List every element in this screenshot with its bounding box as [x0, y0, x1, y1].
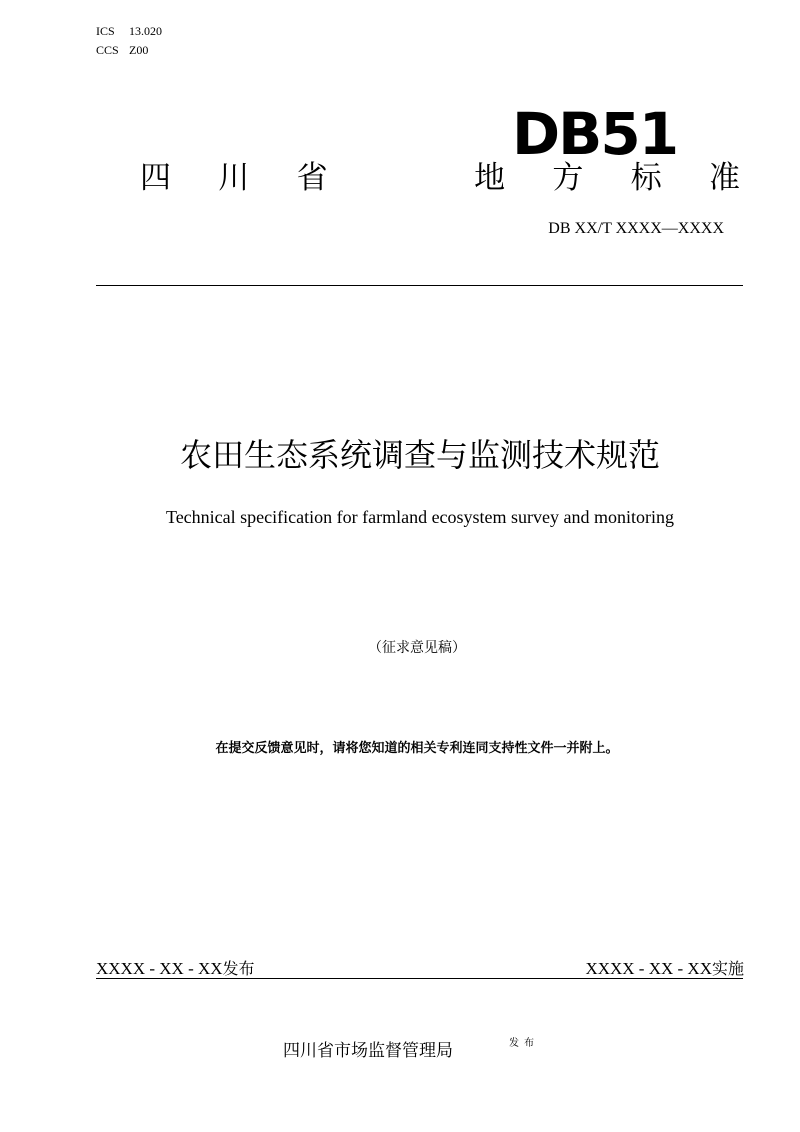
issuer-label: 发布 [509, 1038, 539, 1049]
title-char: 准 [708, 160, 740, 196]
ics-row [96, 22, 162, 41]
title-char: 地 [474, 160, 506, 196]
title-char: 四 [140, 160, 171, 196]
top-divider [96, 285, 743, 286]
title-char: 方 [552, 160, 584, 196]
title-char: 标 [630, 160, 662, 196]
title-char: 省 [296, 160, 328, 196]
ics-code: 13.020 [129, 24, 162, 38]
document-title: 农田生态系统调查与监测技术规范 [179, 436, 660, 474]
issuer-name: 四川省市场监督管理局 [283, 1041, 453, 1061]
implement-date: XXXX - XX - XX [585, 959, 712, 978]
title-char: 川 [218, 160, 250, 196]
document-subtitle: Technical specification for farmland ecosystem survey and monitoring [165, 507, 675, 527]
implement-date-block [585, 956, 744, 979]
patent-notice: 在提交反馈意见时，请将您知道的相关专利连同支持性文件一并附上。 [215, 741, 619, 756]
ccs-code: Z00 [129, 43, 149, 57]
publish-label: 发布 [222, 959, 255, 978]
db51-logo: DB51 [512, 100, 678, 168]
classification-codes [96, 22, 162, 60]
ccs-label: CCS [96, 43, 119, 57]
publish-date: XXXX - XX - XX [96, 959, 223, 978]
title-gap [375, 156, 427, 200]
publish-date-block [96, 956, 255, 979]
standard-number: DB XX/T XXXX—XXXX [548, 220, 724, 237]
bottom-divider [96, 978, 743, 979]
implement-label: 实施 [711, 959, 744, 978]
ccs-row [96, 41, 162, 60]
draft-label: （征求意见稿） [368, 640, 466, 656]
standard-title [140, 156, 740, 200]
ics-label: ICS [96, 24, 115, 38]
